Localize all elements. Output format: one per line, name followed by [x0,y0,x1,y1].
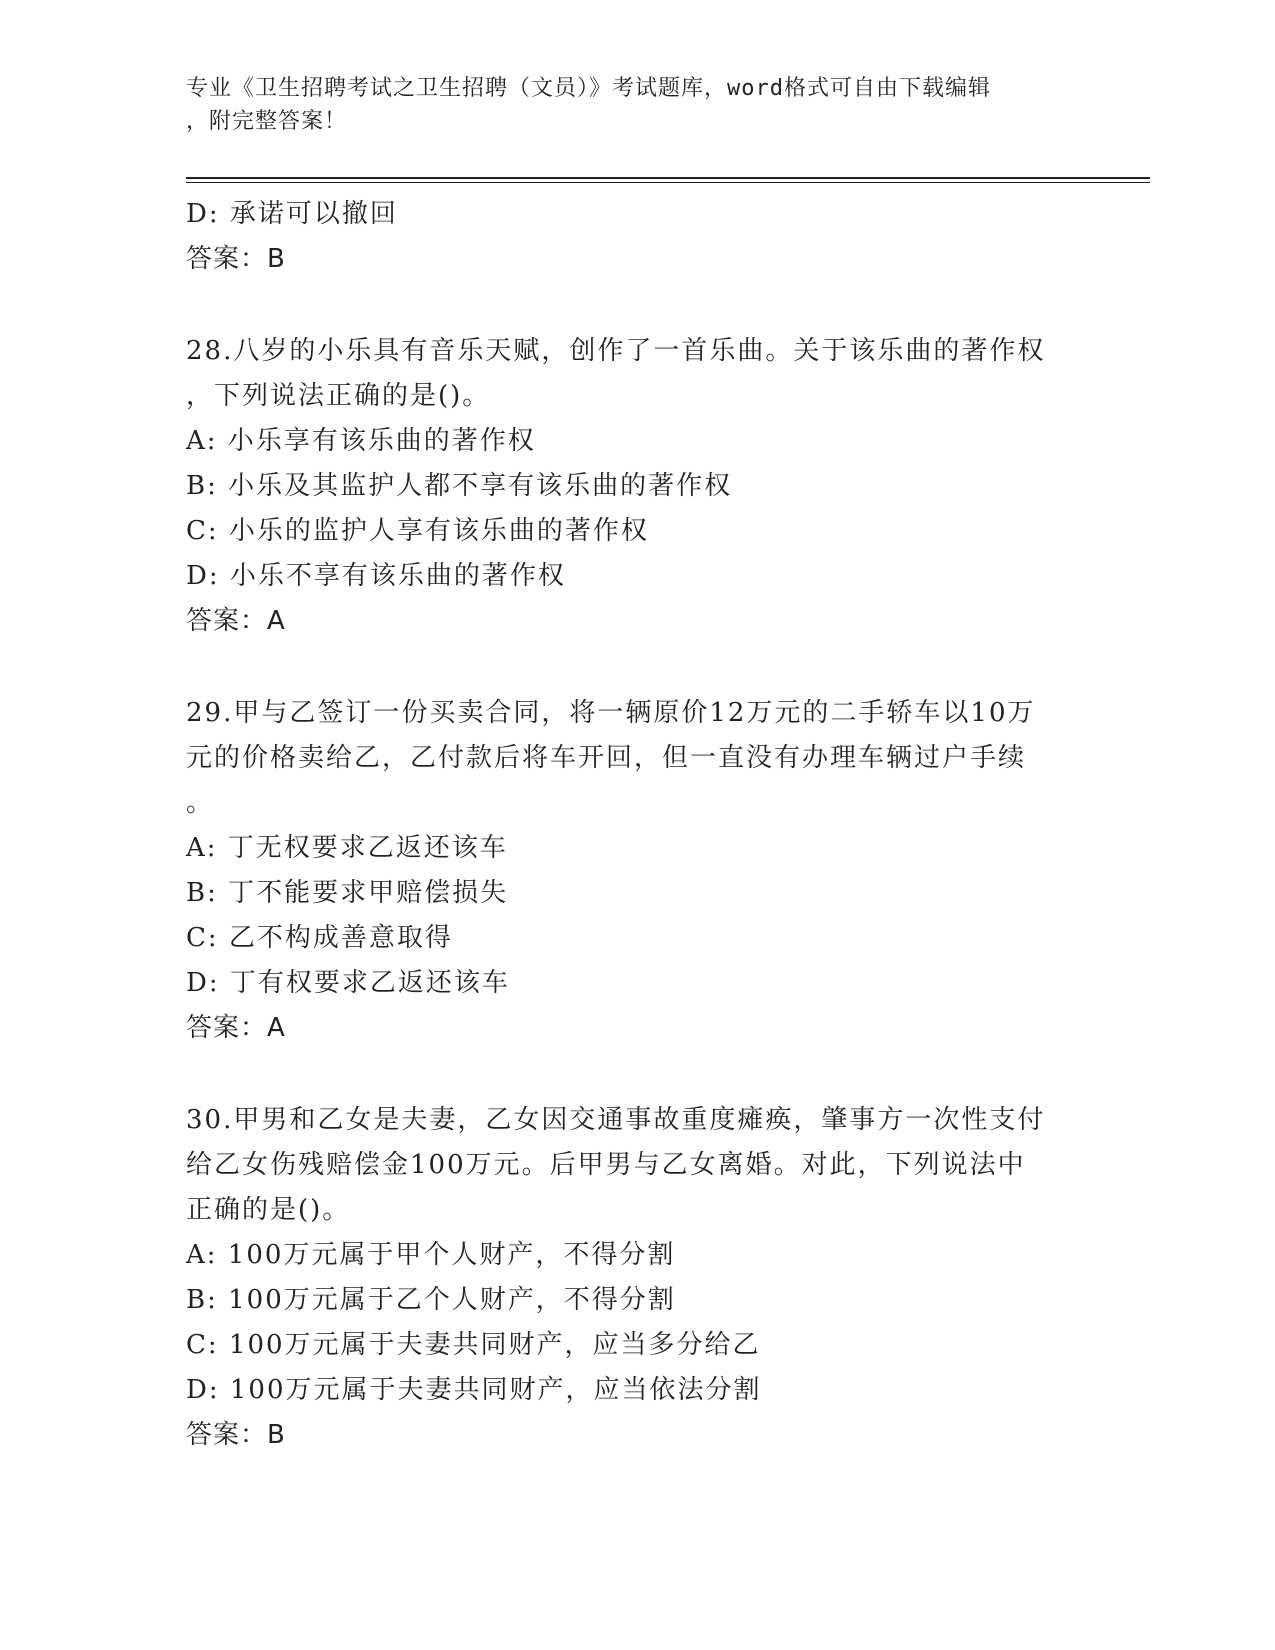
option-b: B: 100万元属于乙个人财产，不得分割 [186,1285,676,1315]
option-d: D: 小乐不享有该乐曲的著作权 [186,561,566,591]
option-b: B: 小乐及其监护人都不享有该乐曲的著作权 [186,471,733,501]
question-text: 给乙女伤残赔偿金100万元。后甲男与乙女离婚。对此，下列说法中 [186,1150,1026,1180]
option-c: C: 乙不构成善意取得 [186,923,453,953]
question-text: ，下列说法正确的是()。 [186,381,491,411]
answer: 答案：A [186,606,286,636]
question-text: 。 [186,788,215,818]
question-text: 28.八岁的小乐具有音乐天赋，创作了一首乐曲。关于该乐曲的著作权 [186,336,1046,366]
header-divider [186,177,1150,179]
answer: 答案：B [186,244,286,274]
header-line: ，附完整答案！ [186,109,348,134]
option-b: B: 丁不能要求甲赔偿损失 [186,878,509,908]
question-text: 元的价格卖给乙，乙付款后将车开回，但一直没有办理车辆过户手续 [186,743,1027,773]
question-28 [186,329,1086,644]
option-a: A: 丁无权要求乙返还该车 [186,833,508,863]
option-a: A: 小乐享有该乐曲的著作权 [186,426,536,456]
question-text: 29.甲与乙签订一份买卖合同，将一辆原价12万元的二手轿车以10万 [186,698,1036,728]
question-27-tail [186,192,1086,282]
option-d: D: 100万元属于夫妻共同财产，应当依法分割 [186,1375,762,1405]
question-30 [186,1098,1086,1458]
question-text: 30.甲男和乙女是夫妻，乙女因交通事故重度瘫痪，肇事方一次性支付 [186,1105,1046,1135]
page-header [186,72,1066,138]
header-divider-thin [186,182,1150,183]
question-text: 正确的是()。 [186,1195,351,1225]
option-c: C: 小乐的监护人享有该乐曲的著作权 [186,516,649,546]
header-line: 专业《卫生招聘考试之卫生招聘（文员）》考试题库，word格式可自由下载编辑 [186,76,991,101]
answer: 答案：A [186,1013,286,1043]
option-a: A: 100万元属于甲个人财产，不得分割 [186,1240,676,1270]
option-d: D: 丁有权要求乙返还该车 [186,968,510,998]
answer: 答案：B [186,1420,286,1450]
question-29 [186,691,1086,1051]
option-c: C: 100万元属于夫妻共同财产，应当多分给乙 [186,1330,761,1360]
option-d: D: 承诺可以撤回 [186,199,398,229]
question-list [186,192,1086,1458]
